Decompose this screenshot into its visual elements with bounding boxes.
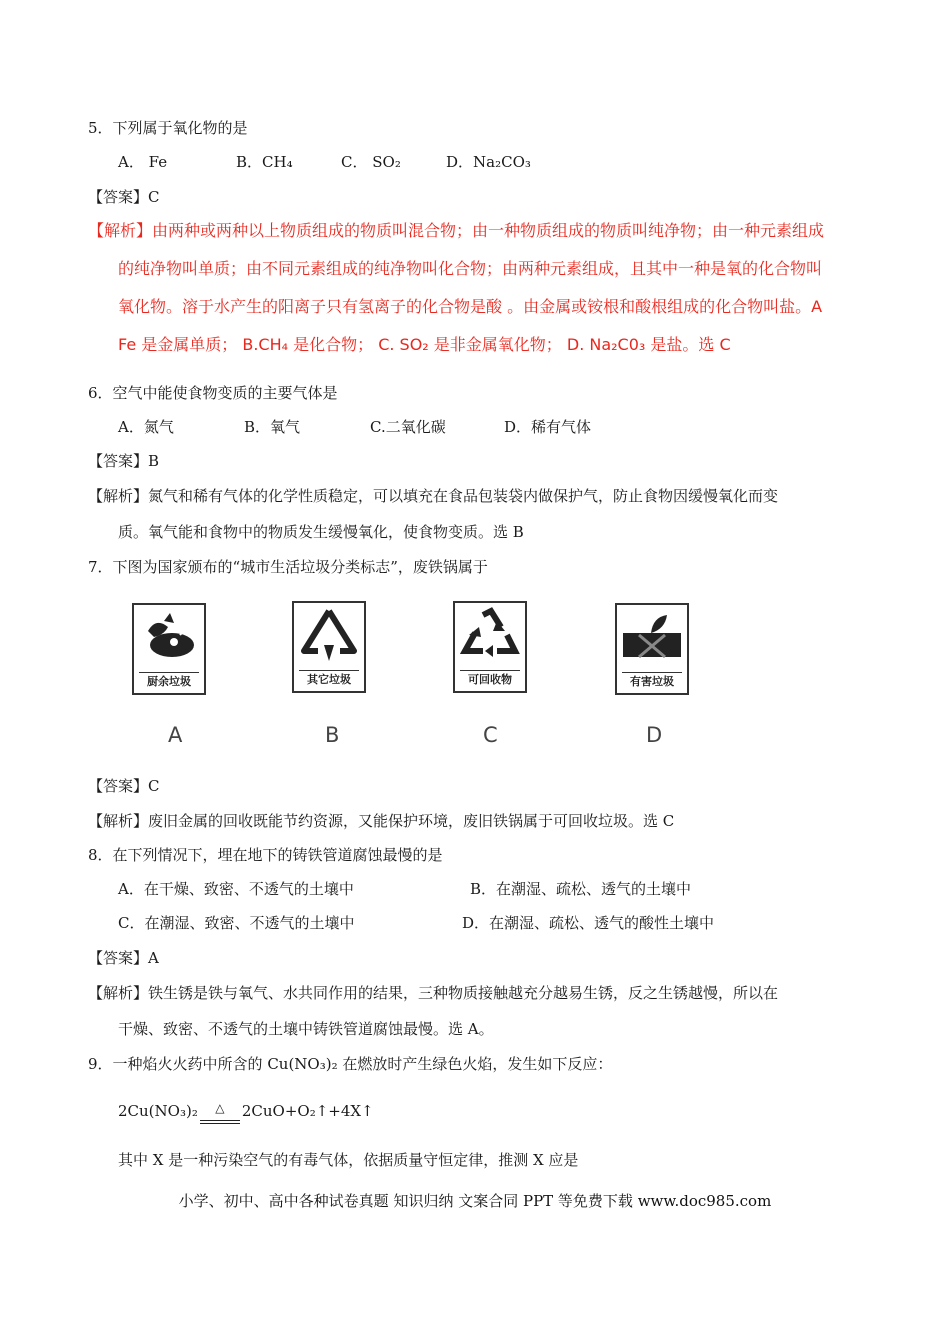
option-letter-d: D <box>646 723 663 747</box>
q6-stem: 6．空气中能使食物变质的主要气体是 <box>88 384 338 402</box>
option-letter-b: B <box>325 723 340 747</box>
q5-option-b: B．CH₄ <box>236 153 293 171</box>
q5-explanation-line-1: 【解析】由两种或两种以上物质组成的物质叫混合物；由一种物质组成的物质叫纯净物；由一种元素组成 <box>88 221 825 240</box>
kitchen-waste-sign <box>132 603 206 695</box>
q5-explanation-line-3: 氧化物。溶于水产生的阳离子只有氢离子的化合物是酸 。由金属或铵根和酸根组成的化合物叫盐。A <box>118 297 823 316</box>
q7-explanation-line-1: 【解析】废旧金属的回收既能节约资源，又能保护环境，废旧铁锅属于可回收垃圾。选 C <box>88 812 675 830</box>
other-waste-caption: 其它垃圾 <box>307 673 351 686</box>
other-waste-sign <box>292 601 366 693</box>
recyclable-caption: 可回收物 <box>468 673 512 686</box>
q9-question: 其中 X 是一种污染空气的有毒气体，依据质量守恒定律，推测 X 应是 <box>118 1151 579 1169</box>
kitchen-waste-caption: 厨余垃圾 <box>147 675 191 688</box>
recyclable-sign <box>453 601 527 693</box>
q6-option-d: D．稀有气体 <box>504 418 592 436</box>
hazardous-waste-caption: 有害垃圾 <box>630 675 674 688</box>
other-waste-arrow-icon <box>294 605 364 667</box>
q6-option-a: A．氮气 <box>118 418 174 436</box>
q5-option-c: C． SO₂ <box>341 153 401 171</box>
q5-stem: 5．下列属于氧化物的是 <box>88 119 248 137</box>
q8-option-d: D．在潮湿、疏松、透气的酸性土壤中 <box>462 914 715 932</box>
q8-option-b: B．在潮湿、疏松、透气的土壤中 <box>470 880 692 898</box>
q9-reactant: 2Cu(NO₃)₂ <box>118 1102 198 1120</box>
q8-option-c: C．在潮湿、致密、不透气的土壤中 <box>118 914 355 932</box>
q7-answer: 【答案】C <box>88 777 160 795</box>
hazardous-icon <box>617 607 687 669</box>
q8-explanation-line-2: 干燥、致密、不透气的土壤中铸铁管道腐蚀最慢。选 A。 <box>118 1020 494 1038</box>
q5-option-d: D．Na₂CO₃ <box>446 153 531 171</box>
q5-answer: 【答案】C <box>88 188 160 206</box>
q6-answer: 【答案】B <box>88 452 160 470</box>
q6-option-b: B．氧气 <box>244 418 301 436</box>
q8-explanation-line-1: 【解析】铁生锈是铁与氧气、水共同作用的结果，三种物质接触越充分越易生锈，反之生锈越慢，所以在 <box>88 984 779 1002</box>
q6-explanation-line-1: 【解析】氮气和稀有气体的化学性质稳定，可以填充在食品包装袋内做保护气，防止食物因缓慢氧化而变 <box>88 487 779 505</box>
q7-stem: 7．下图为国家颁布的“城市生活垃圾分类标志”，废铁锅属于 <box>88 558 488 576</box>
q9-products: 2CuO+O₂↑+4X↑ <box>241 1102 374 1120</box>
food-scraps-icon <box>134 609 204 669</box>
q5-explanation-line-2: 的纯净物叫单质；由不同元素组成的纯净物叫化合物；由两种元素组成，且其中一种是氧的化合物叫 <box>118 259 823 278</box>
q8-stem: 8．在下列情况下，埋在地下的铸铁管道腐蚀最慢的是 <box>88 846 443 864</box>
q5-option-a: A． Fe <box>118 153 168 171</box>
q8-answer: 【答案】A <box>88 949 159 967</box>
q6-explanation-line-2: 质。氧气能和食物中的物质发生缓慢氧化，使食物变质。选 B <box>118 523 524 541</box>
q9-heat-condition: △ <box>198 1098 242 1118</box>
q9-stem: 9．一种焰火火药中所含的 Cu(NO₃)₂ 在燃放时产生绿色火焰，发生如下反应： <box>88 1055 613 1073</box>
recycle-icon <box>455 605 525 667</box>
page-footer: 小学、初中、高中各种试卷真题 知识归纳 文案合同 PPT 等免费下载 www.doc985.com <box>178 1192 772 1210</box>
q8-option-a: A．在干燥、致密、不透气的土壤中 <box>118 880 354 898</box>
hazardous-waste-sign <box>615 603 689 695</box>
option-letter-c: C <box>483 723 498 747</box>
option-letter-a: A <box>168 723 183 747</box>
q6-option-c: C.二氧化碳 <box>370 418 446 436</box>
q5-explanation-line-4: Fe 是金属单质； B.CH₄ 是化合物； C. SO₂ 是非金属氧化物； D. Na₂C0₃ 是盐。选 C <box>118 335 731 354</box>
q9-equation <box>118 1098 374 1121</box>
